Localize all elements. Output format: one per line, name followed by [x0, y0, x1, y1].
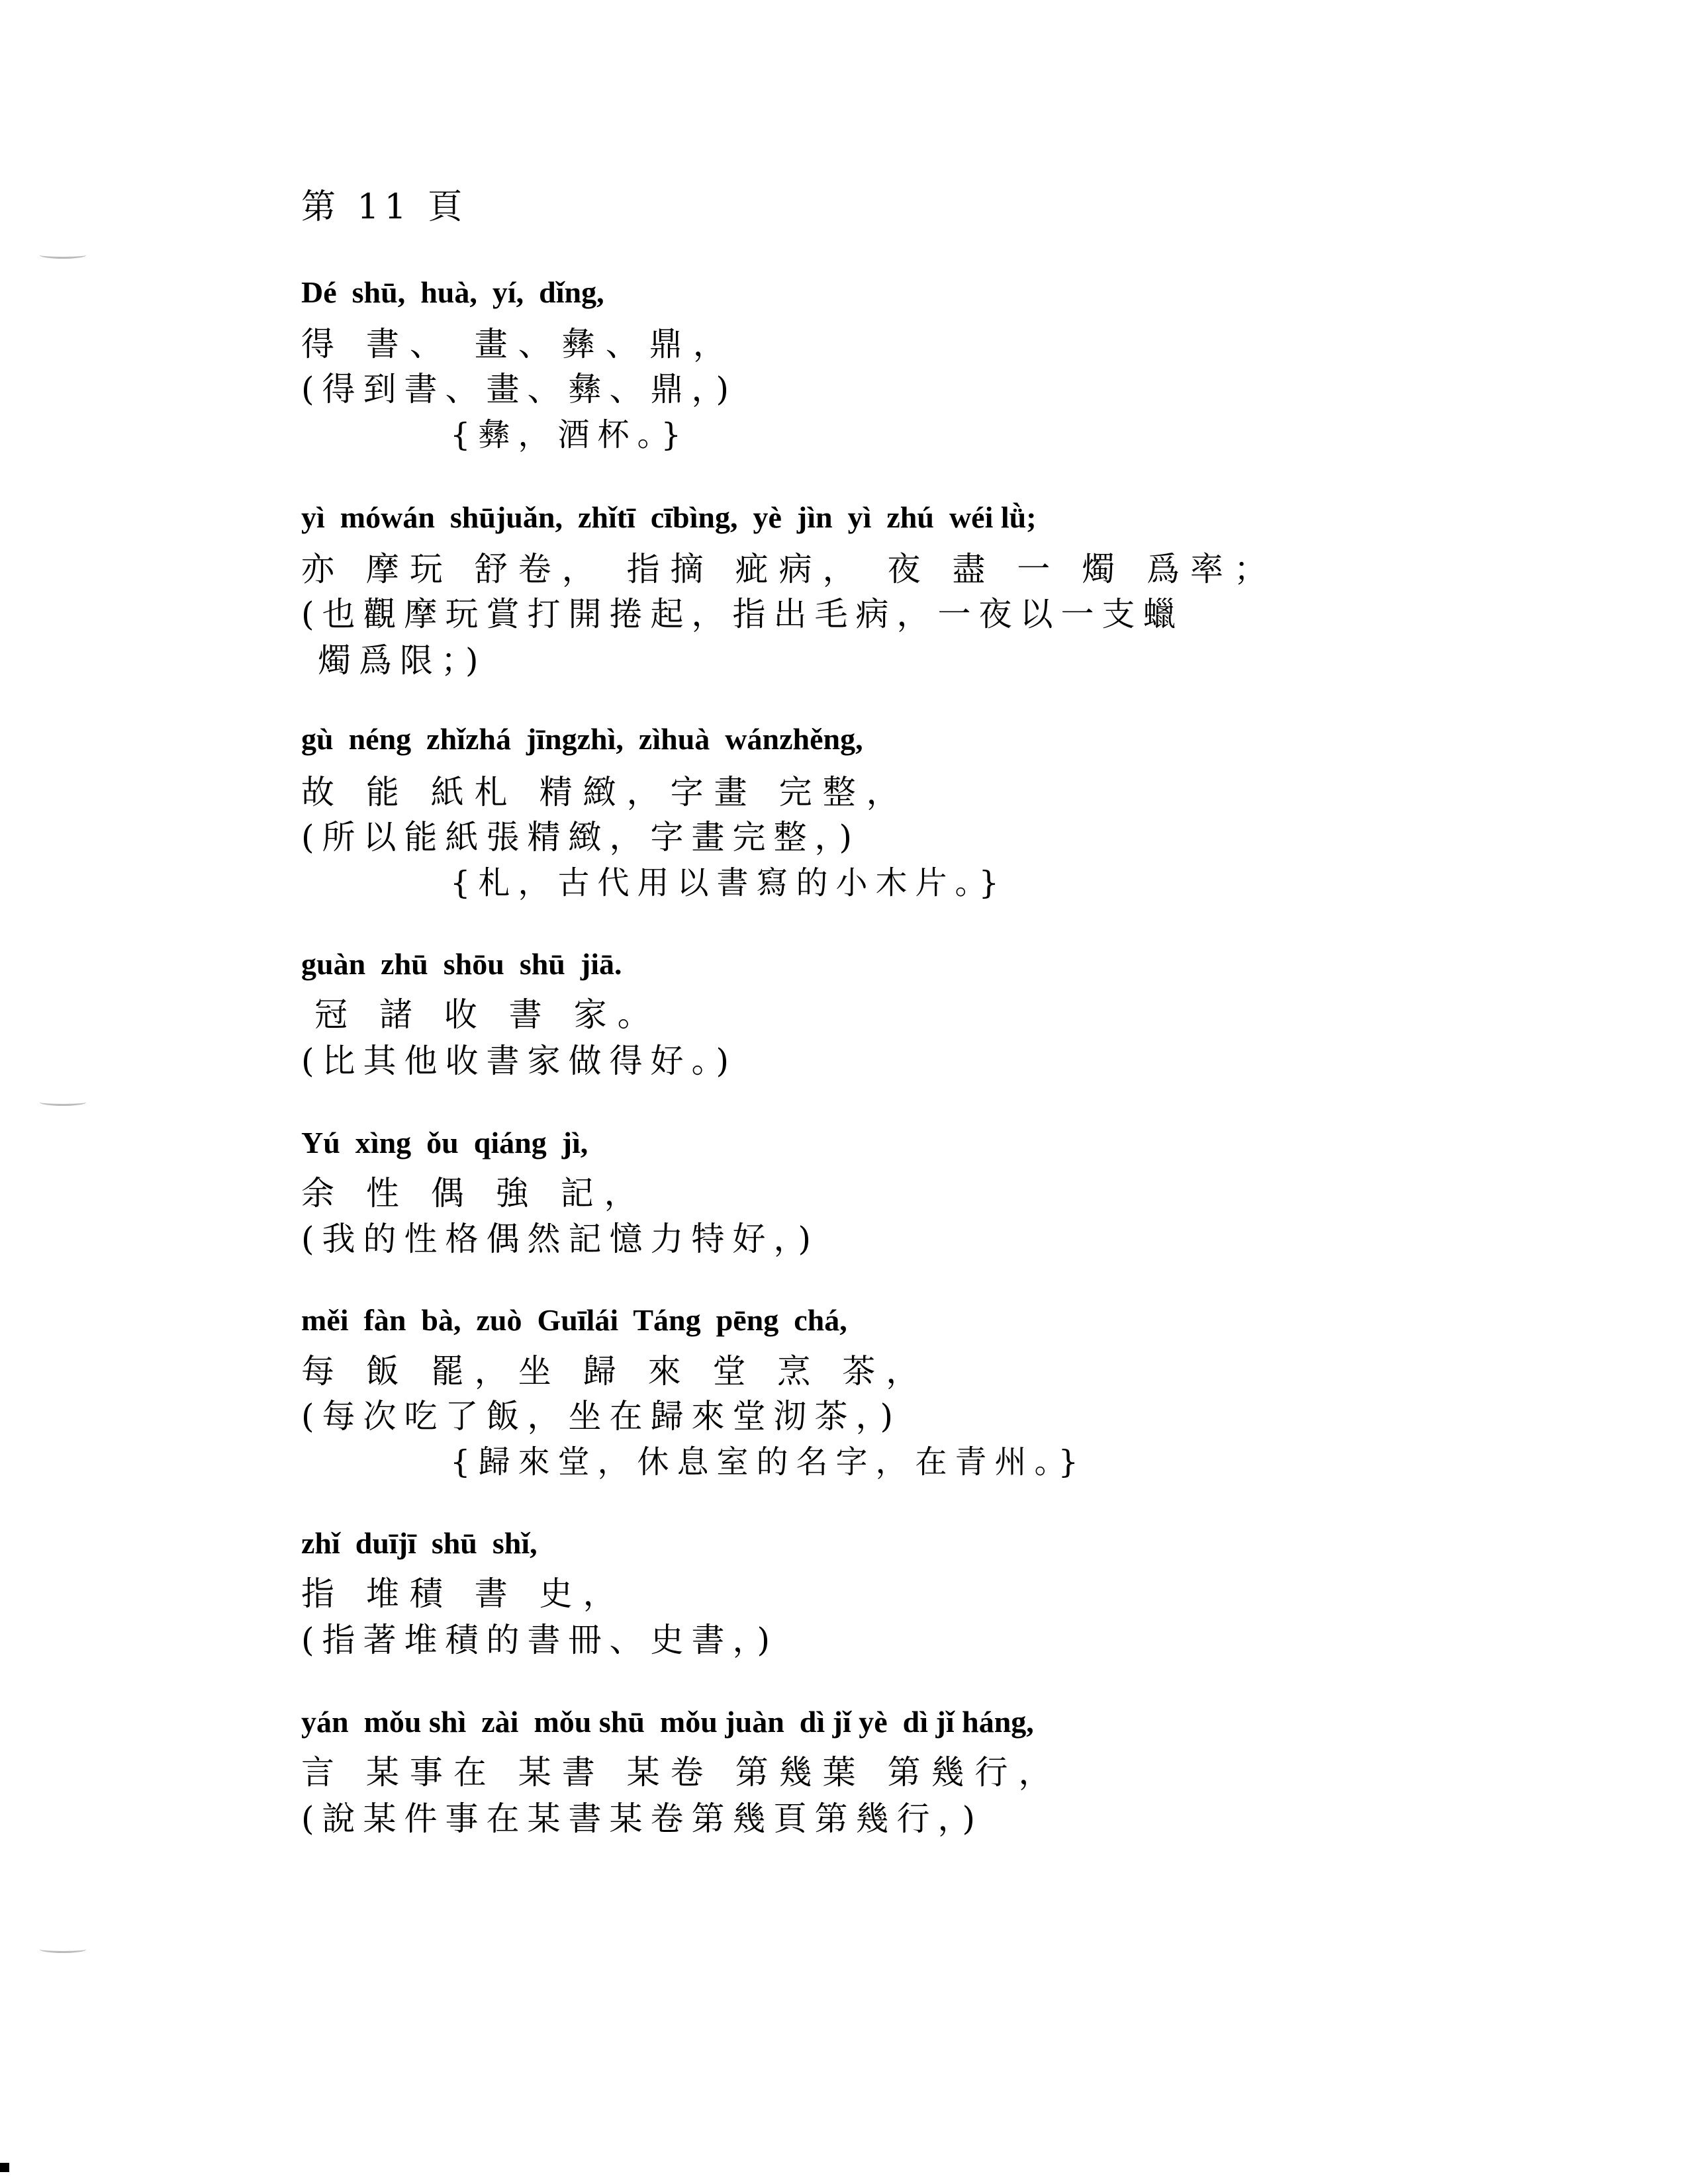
translation-line: (也觀摩玩賞打開捲起，指出毛病，一夜以一支蠟	[301, 595, 1184, 633]
punch-hole-mark	[40, 251, 86, 259]
pinyin-line: Dé shū, huà, yí, dǐng,	[301, 275, 604, 309]
translation-line: (得到書、畫、彝、鼎，)	[301, 370, 737, 408]
chinese-line: 亦 摩玩 舒卷， 指摘 疵病， 夜 盡 一 燭 爲率；	[301, 550, 1278, 588]
translation-line: (所以能紙張精緻，字畫完整，)	[301, 818, 861, 856]
translation-line: (每次吃了飯，坐在歸來堂沏茶，)	[301, 1397, 902, 1435]
note-line: {歸來堂，休息室的名字，在青州。}	[450, 1443, 1087, 1480]
punch-hole-mark	[40, 1946, 86, 1953]
pinyin-line: yán mǒu shì zài mǒu shū mǒu juàn dì jǐ yè dì jǐ háng,	[301, 1705, 1034, 1739]
note-line: {札，古代用以書寫的小木片。}	[450, 864, 1008, 901]
chinese-line: 得 書、 畫、彝、鼎，	[301, 325, 737, 363]
pinyin-line: yì mówán shūjuǎn, zhǐtī cībìng, yè jìn yì zhú wéi lǜ;	[301, 500, 1037, 534]
translation-line: (說某件事在某書某卷第幾頁第幾行，)	[301, 1799, 984, 1838]
chinese-line: 故 能 紙札 精緻，字畫 完整，	[301, 773, 910, 811]
translation-line: (指著堆積的書冊、史書，)	[301, 1621, 778, 1659]
chinese-line: 余 性 偶 強 記，	[301, 1174, 648, 1212]
scan-mark	[0, 2163, 9, 2172]
translation-line: (比其他收書家做得好。)	[301, 1042, 737, 1080]
pinyin-line: zhǐ duījī shū shǐ,	[301, 1526, 538, 1560]
punch-hole-mark	[40, 1099, 86, 1106]
translation-line-continued: 燭爲限；)	[318, 641, 487, 680]
chinese-line: 指 堆積 書 史，	[301, 1574, 627, 1613]
chinese-line: 每 飯 罷，坐 歸 來 堂 烹 茶，	[301, 1352, 930, 1390]
translation-line: (我的性格偶然記憶力特好，)	[301, 1220, 820, 1258]
chinese-line: 言 某事在 某書 某卷 第幾葉 第幾行，	[301, 1753, 1062, 1792]
pinyin-line: gù néng zhǐzhá jīngzhì, zìhuà wánzhěng,	[301, 722, 863, 756]
chinese-line: 冠 諸 收 書 家。	[314, 995, 661, 1034]
page-title: 第 11 頁	[301, 187, 468, 227]
pinyin-line: Yú xìng ǒu qiáng jì,	[301, 1126, 588, 1160]
pinyin-line: guàn zhū shōu shū jiā.	[301, 947, 622, 981]
note-line: {彝，酒杯。}	[450, 416, 690, 453]
pinyin-line: měi fàn bà, zuò Guīlái Táng pēng chá,	[301, 1303, 847, 1337]
